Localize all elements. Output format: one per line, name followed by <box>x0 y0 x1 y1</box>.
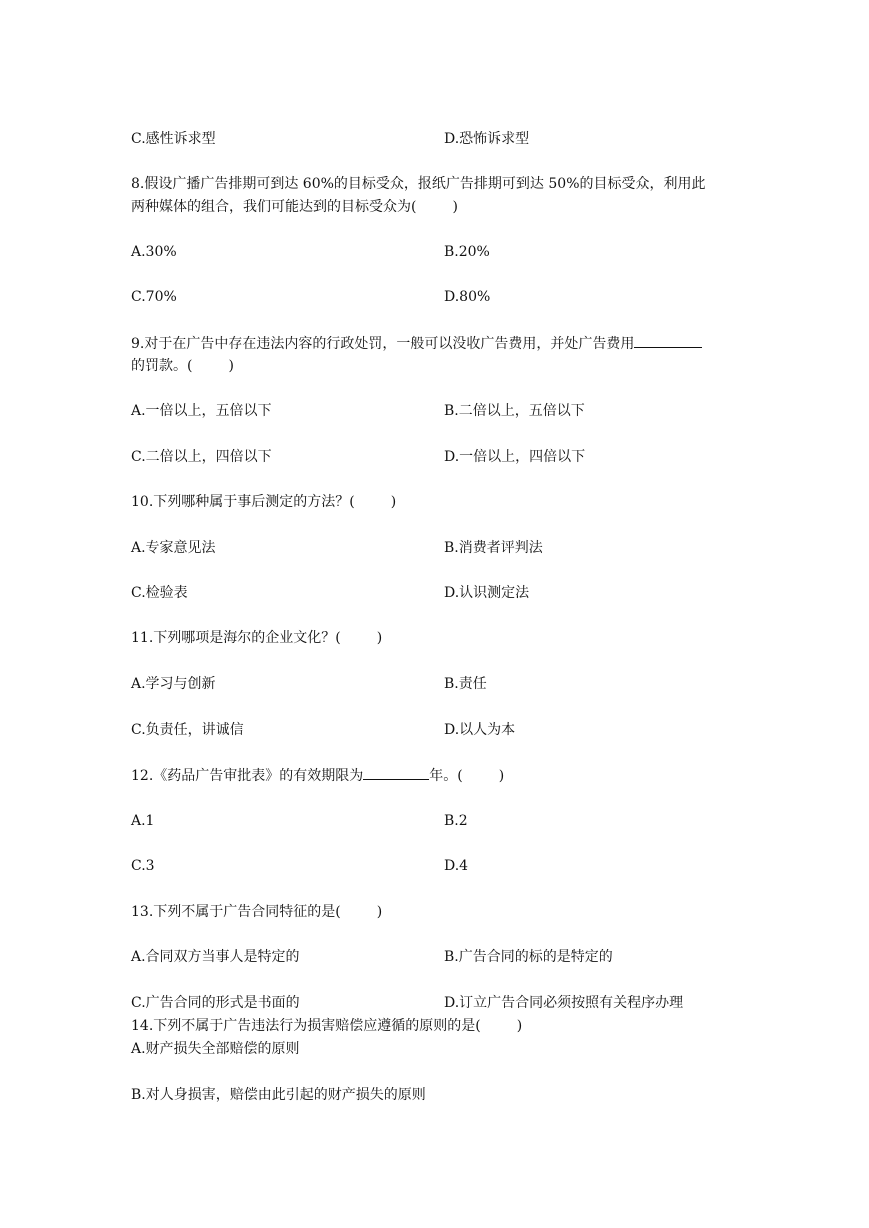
q12-close-paren: ) <box>498 768 505 784</box>
q13-option-b: B.广告合同的标的是特定的 <box>444 949 613 965</box>
q8-close-paren: ) <box>452 199 458 215</box>
q8-option-b: B.20% <box>444 244 490 260</box>
q9-option-b: B.二倍以上，五倍以下 <box>444 403 585 419</box>
q11-option-a: A.学习与创新 <box>131 676 216 692</box>
q12-option-b: B.2 <box>444 813 468 829</box>
q8-stem-line1: 8.假设广播广告排期可到达 60%的目标受众，报纸广告排期可到达 50%的目标受众，利用此 <box>131 176 706 192</box>
q12-option-a: A.1 <box>131 813 155 829</box>
q8-option-a: A.30% <box>131 244 177 260</box>
q11-option-d: D.以人为本 <box>444 722 516 738</box>
q12-stem-text-a: 12.《药品广告审批表》的有效期限为 <box>131 768 364 784</box>
q11-close-paren: ) <box>376 630 383 646</box>
q9-option-c: C.二倍以上，四倍以下 <box>131 449 272 465</box>
q12-stem-text-b: 年。( <box>429 768 463 784</box>
q9-stem-text-2: 的罚款。( <box>131 358 193 374</box>
q10-option-c: C.检验表 <box>131 585 188 601</box>
q8-stem-text: 两种媒体的组合，我们可能达到的目标受众为( <box>131 199 417 215</box>
q13-close-paren: ) <box>376 904 383 920</box>
q13-stem-text: 13.下列不属于广告合同特征的是( <box>131 904 341 920</box>
q9-stem-text: 9.对于在广告中存在违法内容的行政处罚，一般可以没收广告费用，并处广告费用 <box>131 336 635 352</box>
q8-option-c: C.70% <box>131 289 177 305</box>
q12-stem <box>131 765 504 786</box>
q9-blank <box>634 333 702 348</box>
q14-close-paren: ) <box>516 1018 523 1034</box>
q14-stem <box>131 1016 522 1036</box>
q14-option-a: A.财产损失全部赔偿的原则 <box>131 1041 300 1057</box>
q13-stem <box>131 902 382 922</box>
q11-stem <box>131 628 382 648</box>
q8-option-d: D.80% <box>444 289 491 305</box>
q13-option-a: A.合同双方当事人是特定的 <box>131 949 300 965</box>
q8-stem-line2 <box>131 197 458 217</box>
q7-option-c: C.感性诉求型 <box>131 131 216 147</box>
q9-close-paren: ) <box>228 358 234 374</box>
q10-option-b: B.消费者评判法 <box>444 540 543 556</box>
q9-stem-line2 <box>131 356 234 376</box>
q12-option-c: C.3 <box>131 858 155 874</box>
q10-option-a: A.专家意见法 <box>131 540 216 556</box>
q9-stem-line1 <box>131 333 702 354</box>
q13-option-c: C.广告合同的形式是书面的 <box>131 995 300 1011</box>
q12-option-d: D.4 <box>444 858 469 874</box>
q11-stem-text: 11.下列哪项是海尔的企业文化？( <box>131 630 341 646</box>
q10-stem-text: 10.下列哪种属于事后测定的方法？( <box>131 494 355 510</box>
q10-option-d: D.认识测定法 <box>444 585 530 601</box>
q11-option-c: C.负责任，讲诚信 <box>131 722 244 738</box>
q12-blank <box>363 765 429 780</box>
q11-option-b: B.责任 <box>444 676 487 692</box>
q13-option-d: D.订立广告合同必须按照有关程序办理 <box>444 995 684 1011</box>
q7-option-d: D.恐怖诉求型 <box>444 131 530 147</box>
q10-close-paren: ) <box>390 494 397 510</box>
q9-option-a: A.一倍以上，五倍以下 <box>131 403 272 419</box>
q14-stem-text: 14.下列不属于广告违法行为损害赔偿应遵循的原则的是( <box>131 1018 481 1034</box>
q10-stem <box>131 492 396 512</box>
q14-option-b: B.对人身损害，赔偿由此引起的财产损失的原则 <box>131 1087 426 1103</box>
q9-option-d: D.一倍以上，四倍以下 <box>444 449 586 465</box>
